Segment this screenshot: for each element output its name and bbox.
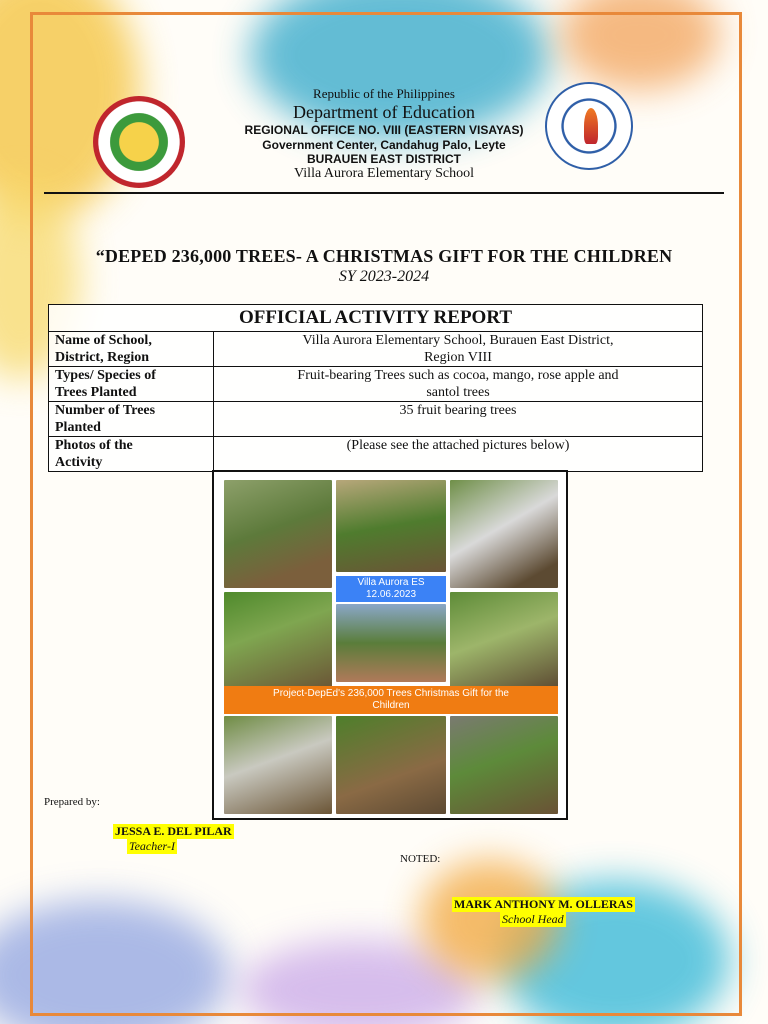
tree-planting-photo bbox=[224, 480, 332, 588]
row-value: 35 fruit bearing trees bbox=[214, 402, 703, 437]
table-row bbox=[49, 437, 703, 472]
prepared-by-label: Prepared by: bbox=[44, 796, 100, 808]
header-rule bbox=[44, 192, 724, 194]
tree-planting-photo bbox=[450, 592, 558, 692]
table-row bbox=[49, 402, 703, 437]
activity-report-table bbox=[48, 304, 703, 472]
regional-office-line: REGIONAL OFFICE NO. VIII (EASTERN VISAYAS) bbox=[244, 123, 524, 138]
row-value: Fruit-bearing Trees such as cocoa, mango, rose apple and santol trees bbox=[214, 367, 703, 402]
preparer-role: Teacher-I bbox=[129, 839, 175, 853]
address-line: Government Center, Candahug Palo, Leyte bbox=[262, 137, 506, 152]
row-value: (Please see the attached pictures below) bbox=[214, 437, 703, 472]
collage-project-banner: Project-DepEd's 236,000 Trees Christmas Gift for the Children bbox=[224, 686, 558, 714]
row-value: Villa Aurora Elementary School, Burauen East District, Region VIII bbox=[214, 332, 703, 367]
row-label: Types/ Species of Trees Planted bbox=[49, 367, 214, 402]
photo-collage bbox=[212, 470, 568, 820]
row-label: Name of School, District, Region bbox=[49, 332, 214, 367]
table-row bbox=[49, 367, 703, 402]
tree-planting-photo bbox=[450, 480, 558, 588]
school-line: Villa Aurora Elementary School bbox=[294, 166, 474, 182]
table-header-row bbox=[49, 305, 703, 332]
tree-planting-photo bbox=[224, 592, 332, 692]
school-head-role: School Head bbox=[502, 912, 564, 926]
school-head-name: MARK ANTHONY M. OLLERAS bbox=[454, 897, 633, 911]
noted-label: NOTED: bbox=[400, 853, 441, 865]
letterhead bbox=[0, 86, 768, 183]
report-heading: OFFICIAL ACTIVITY REPORT bbox=[49, 305, 703, 332]
district-line: BURAUEN EAST DISTRICT bbox=[306, 151, 461, 166]
department-line: Department of Education bbox=[293, 101, 475, 122]
tree-planting-photo bbox=[336, 480, 446, 572]
tree-planting-photo bbox=[450, 716, 558, 814]
tree-planting-photo bbox=[224, 716, 332, 814]
collage-date-caption: Villa Aurora ES 12.06.2023 bbox=[336, 576, 446, 602]
row-label: Number of Trees Planted bbox=[49, 402, 214, 437]
preparer-name: JESSA E. DEL PILAR bbox=[115, 824, 232, 838]
tree-planting-photo bbox=[336, 604, 446, 682]
republic-line: Republic of the Philippines bbox=[313, 86, 455, 101]
tree-planting-photo bbox=[336, 716, 446, 814]
table-row bbox=[49, 332, 703, 367]
school-year: SY 2023-2024 bbox=[338, 268, 430, 285]
document-title: “DEPED 236,000 TREES- A CHRISTMAS GIFT FOR THE CHILDREN bbox=[95, 246, 673, 266]
row-label: Photos of the Activity bbox=[49, 437, 214, 472]
